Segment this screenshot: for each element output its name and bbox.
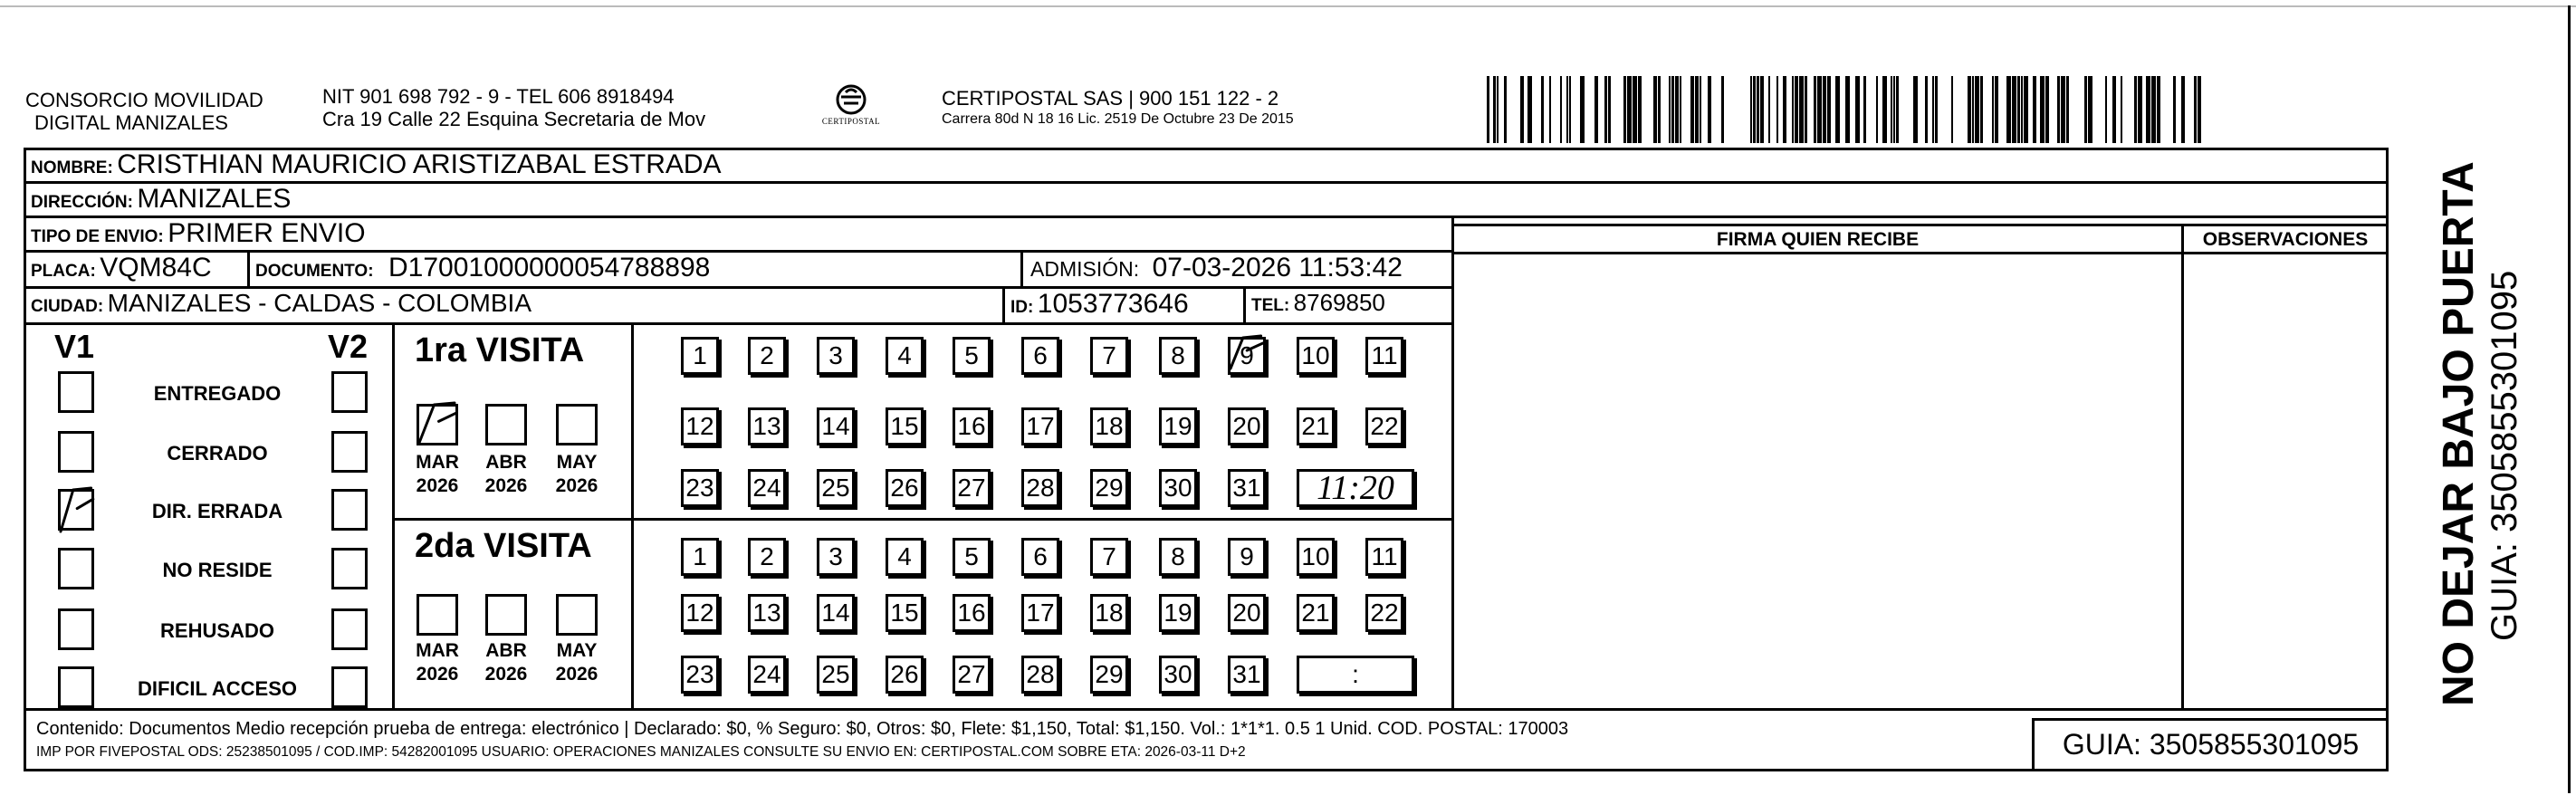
barcode-bar <box>1817 76 1822 143</box>
barcode-bar <box>2012 76 2016 143</box>
day-box[interactable]: 14 <box>817 407 855 445</box>
admision-label: ADMISIÓN: <box>1030 257 1140 281</box>
barcode-bar <box>1913 76 1918 143</box>
ciudad-cell <box>25 289 1005 325</box>
month-checkbox[interactable] <box>556 594 598 636</box>
barcode-bar <box>1845 76 1850 143</box>
barcode-bar <box>1604 76 1607 143</box>
barcode-bar <box>1935 76 1938 143</box>
side-warning: NO DEJAR BAJO PUERTA <box>2435 161 2483 706</box>
barcode-bar <box>1708 76 1711 143</box>
barcode-bar <box>1995 76 1998 143</box>
month-checkbox[interactable] <box>556 404 598 445</box>
day-box[interactable]: 3 <box>817 337 855 375</box>
day-box[interactable]: 2 <box>748 337 786 375</box>
barcode-bar <box>1891 76 1892 143</box>
day-box[interactable]: 9 <box>1228 538 1266 576</box>
footer-line-1: Contenido: Documentos Medio recepción prueba de entrega: electrónico | Declarado: $0, % Seguro: $0, Otros: $0, Flete: $1,150, Total: $1,150. Vol.: 1*1*1. 0.5 1 Unid. COD. POSTAL: 170003 <box>36 719 1569 739</box>
barcode-bar <box>2112 76 2116 143</box>
barcode-bar <box>1633 76 1637 143</box>
day-number: 9 <box>1240 341 1254 369</box>
barcode-bar <box>1675 76 1679 143</box>
barcode-bar <box>1753 76 1756 143</box>
observaciones-area <box>2184 254 2387 711</box>
barcode-bar <box>1750 76 1752 143</box>
barcode-bar <box>2146 76 2150 143</box>
barcode-bar <box>2066 76 2069 143</box>
barcode-bar <box>1975 76 1979 143</box>
barcode-bar <box>1835 76 1840 143</box>
barcode-bar <box>1497 76 1499 143</box>
barcode-bar <box>1690 76 1694 143</box>
barcode-bar <box>1896 76 1899 143</box>
barcode-bar <box>1658 76 1661 143</box>
id-value: 1053773646 <box>1037 289 1189 319</box>
barcode-bar <box>2198 76 2201 143</box>
day-box[interactable]: 30 <box>1159 469 1197 507</box>
status-label: NO RESIDE <box>162 559 273 581</box>
month-label: MAR 2026 <box>416 640 459 685</box>
day-box[interactable]: 30 <box>1159 656 1197 694</box>
time-box[interactable]: 11:20 <box>1297 469 1414 507</box>
day-box[interactable]: 18 <box>1090 594 1128 632</box>
day-box[interactable]: 10 <box>1297 337 1335 375</box>
footer-guia-box: GUIA: 3505855301095 <box>2032 718 2387 769</box>
tel-cell <box>1246 289 1454 325</box>
barcode-bar <box>2194 76 2197 143</box>
barcode-bar <box>1972 76 1974 143</box>
direccion-row <box>25 184 2387 218</box>
barcode-bar <box>2061 76 2065 143</box>
day-box[interactable]: 6 <box>1021 538 1059 576</box>
right-edge-line <box>2568 5 2571 793</box>
barcode-bar <box>1594 76 1598 143</box>
firma-header: FIRMA QUIEN RECIBE <box>1454 224 2184 254</box>
company-contact: NIT 901 698 792 - 9 - TEL 606 8918494 Cra 19 Calle 22 Esquina Secretaria de Mov <box>322 85 706 130</box>
day-box[interactable]: 12 <box>681 407 719 445</box>
day-box[interactable]: 27 <box>953 656 991 694</box>
barcode-bar <box>1757 76 1759 143</box>
tipo-label: TIPO DE ENVIO: <box>31 227 164 246</box>
status-label: ENTREGADO <box>153 382 282 405</box>
placa-cell <box>25 253 250 289</box>
day-box[interactable]: 10 <box>1297 538 1335 576</box>
day-box[interactable]: 16 <box>953 594 991 632</box>
tipo-value: PRIMER ENVIO <box>168 218 366 248</box>
id-cell <box>1005 289 1246 325</box>
barcode-bar <box>2033 76 2036 143</box>
day-box[interactable]: 6 <box>1021 337 1059 375</box>
day-box[interactable]: 13 <box>748 407 786 445</box>
certipostal-logo-icon <box>833 83 869 116</box>
barcode-bar <box>1566 76 1568 143</box>
courier-info: CERTIPOSTAL SAS | 900 151 122 - 2 Carrera 80d N 18 16 Lic. 2519 De Octubre 23 De 2015 <box>942 87 1294 127</box>
day-box[interactable]: 20 <box>1228 594 1266 632</box>
barcode-bar <box>2006 76 2011 143</box>
v1-checkbox[interactable] <box>58 489 94 531</box>
day-box[interactable]: 8 <box>1159 337 1197 375</box>
placa-label: PLACA: <box>31 262 96 281</box>
day-box[interactable]: 2 <box>748 538 786 576</box>
day-box[interactable]: 8 <box>1159 538 1197 576</box>
barcode-bar <box>1783 76 1786 143</box>
barcode-bar <box>1560 76 1562 143</box>
barcode-bar <box>1680 76 1681 143</box>
v2-checkbox[interactable] <box>331 666 368 708</box>
barcode-bar <box>1795 76 1798 143</box>
barcode-bar <box>1776 76 1778 143</box>
v2-checkbox[interactable] <box>331 431 368 473</box>
pen-check-mark <box>1225 330 1265 367</box>
status-label: DIFICIL ACCESO <box>137 677 297 700</box>
barcode-bar <box>1721 76 1724 143</box>
barcode-bar <box>1968 76 1971 143</box>
certipostal-logo: CERTIPOSTAL <box>810 83 892 136</box>
barcode-bar <box>1882 76 1887 143</box>
day-box[interactable]: 31 <box>1228 469 1266 507</box>
month-checkbox[interactable] <box>485 404 527 445</box>
barcode-bar <box>1520 76 1524 143</box>
ciudad-label: CIUDAD: <box>31 297 104 316</box>
barcode-bar <box>1893 76 1895 143</box>
day-box[interactable]: 22 <box>1365 594 1403 632</box>
barcode-bar <box>1827 76 1831 143</box>
direccion-label: DIRECCIÓN: <box>31 193 133 212</box>
day-box[interactable]: 28 <box>1021 656 1059 694</box>
nombre-row <box>25 149 2387 184</box>
day-box[interactable]: 11 <box>1365 337 1403 375</box>
barcode-bar <box>2151 76 2156 143</box>
day-box[interactable]: 21 <box>1297 594 1335 632</box>
month-label: ABR 2026 <box>484 640 528 685</box>
barcode-bar <box>2084 76 2087 143</box>
barcode-bar <box>1792 76 1794 143</box>
barcode-bar <box>1799 76 1804 143</box>
barcode-bar <box>1671 76 1674 143</box>
barcode-bar <box>1823 76 1826 143</box>
barcode-bar <box>1768 76 1770 143</box>
top-edge-line <box>0 5 2576 7</box>
v2-header: V2 <box>328 328 369 365</box>
v1-checkbox[interactable] <box>58 608 94 650</box>
firma-area <box>1454 254 2184 711</box>
v1-header: V1 <box>54 328 95 365</box>
nombre-label: NOMBRE: <box>31 158 113 177</box>
day-box[interactable]: 7 <box>1090 337 1128 375</box>
pen-check-mark <box>55 483 95 530</box>
month-label: MAY 2026 <box>555 640 599 685</box>
barcode-bar <box>2105 76 2107 143</box>
day-box[interactable]: 17 <box>1021 407 1059 445</box>
day-box[interactable]: 3 <box>817 538 855 576</box>
day-box[interactable]: 23 <box>681 469 719 507</box>
barcode-bar <box>2121 76 2122 143</box>
documento-value: D17001000000054788898 <box>388 253 711 283</box>
tipo-row <box>25 218 1454 253</box>
day-box[interactable]: 28 <box>1021 469 1059 507</box>
nombre-value: CRISTHIAN MAURICIO ARISTIZABAL ESTRADA <box>117 149 722 179</box>
barcode-bar <box>1549 76 1551 143</box>
barcode-bar <box>1855 76 1860 143</box>
day-box[interactable]: 11 <box>1365 538 1403 576</box>
day-box[interactable]: 23 <box>681 656 719 694</box>
pen-check-mark <box>414 398 459 441</box>
barcode-bar <box>2181 76 2185 143</box>
day-box[interactable]: 25 <box>817 469 855 507</box>
barcode-bar <box>1504 76 1507 143</box>
barcode-bar <box>1493 76 1496 143</box>
v1-checkbox[interactable] <box>58 548 94 589</box>
v2-checkbox[interactable] <box>331 489 368 531</box>
barcode-bar <box>1623 76 1626 143</box>
visit2-title: 2da VISITA <box>415 527 592 565</box>
day-box[interactable]: 1 <box>681 538 719 576</box>
barcode-bar <box>1805 76 1807 143</box>
day-box[interactable]: 1 <box>681 337 719 375</box>
observaciones-header: OBSERVACIONES <box>2184 224 2387 254</box>
day-box[interactable]: 16 <box>953 407 991 445</box>
day-box[interactable]: 7 <box>1090 538 1128 576</box>
visit1-title: 1ra VISITA <box>415 331 585 369</box>
day-box[interactable]: 4 <box>886 337 924 375</box>
v1-checkbox[interactable] <box>58 371 94 413</box>
barcode-bar <box>2040 76 2045 143</box>
month-label: ABR 2026 <box>484 452 528 496</box>
barcode-bar <box>1760 76 1764 143</box>
v2-checkbox[interactable] <box>331 608 368 650</box>
barcode-bar <box>2157 76 2160 143</box>
day-box[interactable] <box>1228 337 1266 375</box>
tel-value: 8769850 <box>1293 289 1385 316</box>
status-label: DIR. ERRADA <box>151 500 283 522</box>
day-box[interactable]: 5 <box>953 337 991 375</box>
barcode-bar <box>2138 76 2142 143</box>
day-box[interactable]: 14 <box>817 594 855 632</box>
day-box[interactable]: 12 <box>681 594 719 632</box>
barcode-bar <box>1487 76 1489 143</box>
barcode-bar <box>1580 76 1585 143</box>
month-label: MAR 2026 <box>416 452 459 496</box>
barcode-bar <box>1527 76 1532 143</box>
admision-value: 07-03-2026 11:53:42 <box>1152 253 1403 283</box>
time-box[interactable]: : <box>1297 656 1414 694</box>
barcode-bar <box>1951 76 1953 143</box>
day-box[interactable]: 22 <box>1365 407 1403 445</box>
barcode-bar <box>1638 76 1642 143</box>
barcode-bar <box>1932 76 1934 143</box>
barcode-bar <box>2017 76 2020 143</box>
day-box[interactable]: 18 <box>1090 407 1128 445</box>
barcode-bar <box>2057 76 2060 143</box>
day-box[interactable]: 19 <box>1159 594 1197 632</box>
barcode-bar <box>2173 76 2176 143</box>
barcode-bar <box>2134 76 2137 143</box>
day-box[interactable]: 5 <box>953 538 991 576</box>
day-box[interactable]: 21 <box>1297 407 1335 445</box>
v1-checkbox[interactable] <box>58 431 94 473</box>
day-box[interactable]: 13 <box>748 594 786 632</box>
barcode-bar <box>1569 76 1571 143</box>
day-box[interactable]: 26 <box>886 656 924 694</box>
month-checkbox[interactable] <box>417 404 458 445</box>
v1-checkbox[interactable] <box>58 666 94 708</box>
v2-checkbox[interactable] <box>331 371 368 413</box>
documento-cell <box>250 253 1023 289</box>
barcode-bar <box>1876 76 1878 143</box>
barcode-bar <box>1653 76 1657 143</box>
month-label: MAY 2026 <box>555 452 599 496</box>
barcode-bar <box>1925 76 1928 143</box>
tel-label: TEL: <box>1251 296 1290 315</box>
placa-value: VQM84C <box>100 253 212 283</box>
day-box[interactable]: 24 <box>748 656 786 694</box>
barcode-bar <box>2088 76 2092 143</box>
barcode-bar <box>1863 76 1866 143</box>
month-checkbox[interactable] <box>485 594 527 636</box>
id-label: ID: <box>1010 298 1034 317</box>
barcode-bar <box>1541 76 1544 143</box>
day-box[interactable]: 15 <box>886 594 924 632</box>
barcode-bar <box>1700 76 1701 143</box>
barcode-bar <box>2021 76 2023 143</box>
status-label: REHUSADO <box>160 619 274 642</box>
barcode-bar <box>1992 76 1994 143</box>
barcode-bar <box>1695 76 1699 143</box>
barcode-bar <box>1980 76 1983 143</box>
day-box[interactable]: 29 <box>1090 656 1128 694</box>
day-box[interactable]: 26 <box>886 469 924 507</box>
side-guia: GUIA: 3505855301095 <box>2485 270 2524 641</box>
barcode-bar <box>1669 76 1671 143</box>
status-label: CERRADO <box>167 442 268 465</box>
admision-cell <box>1023 253 1454 289</box>
month-checkbox[interactable] <box>417 594 458 636</box>
barcode-bar <box>1627 76 1632 143</box>
day-box[interactable]: 20 <box>1228 407 1266 445</box>
ciudad-value: MANIZALES - CALDAS - COLOMBIA <box>107 289 531 317</box>
day-box[interactable]: 19 <box>1159 407 1197 445</box>
day-box[interactable]: 4 <box>886 538 924 576</box>
day-box[interactable]: 31 <box>1228 656 1266 694</box>
footer-line-2: IMP POR FIVEPOSTAL ODS: 25238501095 / COD.IMP: 54282001095 USUARIO: OPERACIONES MANIZALES CONSULTE SU ENVIO EN: CERTIPOSTAL.COM SOBRE ETA: 2026-03-11 D+2 <box>36 744 1246 760</box>
barcode-bar <box>1814 76 1816 143</box>
day-box[interactable]: 24 <box>748 469 786 507</box>
barcode-bar <box>2045 76 2049 143</box>
day-box[interactable]: 29 <box>1090 469 1128 507</box>
barcode-bar <box>1608 76 1611 143</box>
day-box[interactable]: 17 <box>1021 594 1059 632</box>
day-box[interactable]: 27 <box>953 469 991 507</box>
company-name: CONSORCIO MOVILIDAD DIGITAL MANIZALES <box>25 89 263 134</box>
documento-label: DOCUMENTO: <box>255 262 374 281</box>
direccion-value: MANIZALES <box>137 184 292 214</box>
barcode-bar <box>2024 76 2028 143</box>
day-box[interactable]: 25 <box>817 656 855 694</box>
day-box[interactable]: 15 <box>886 407 924 445</box>
barcode <box>1487 76 2217 143</box>
v2-checkbox[interactable] <box>331 548 368 589</box>
